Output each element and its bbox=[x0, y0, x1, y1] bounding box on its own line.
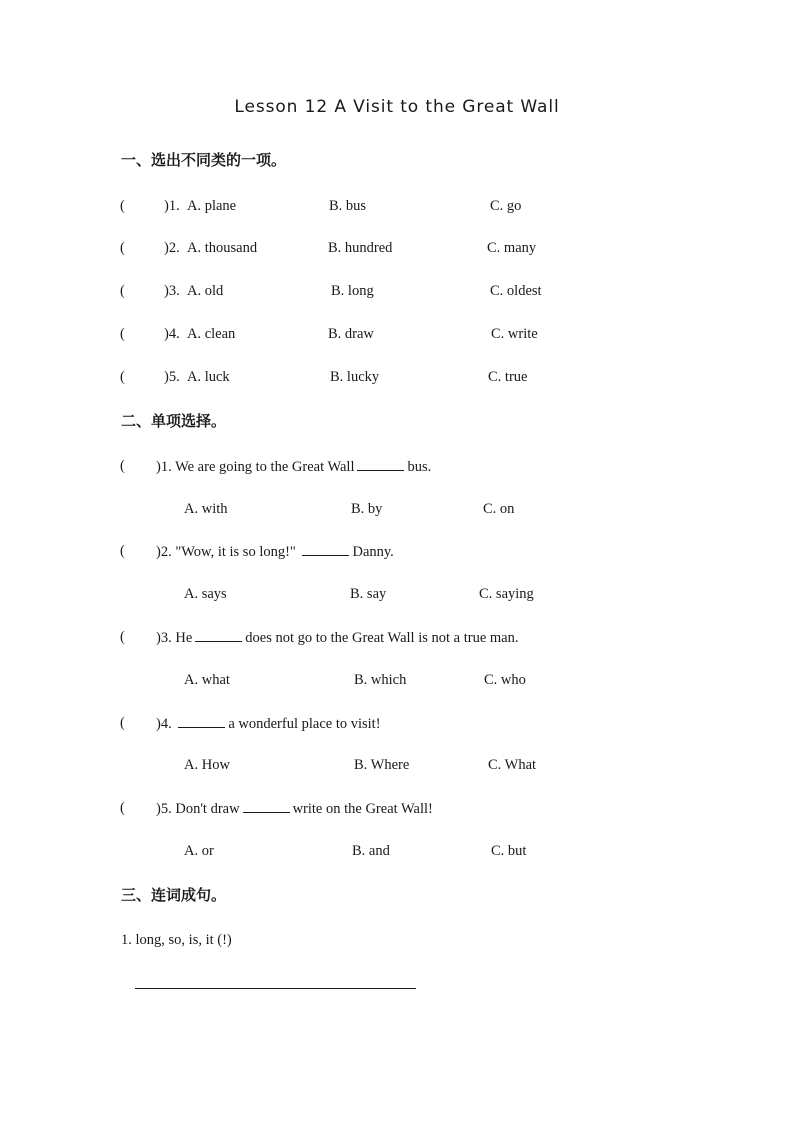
question-stem-end: does not go to the Great Wall is not a true man. bbox=[245, 630, 519, 646]
option-b: B. lucky bbox=[330, 369, 380, 385]
reorder-question-1: 1. long, so, is, it (!) bbox=[121, 932, 232, 948]
fill-blank bbox=[357, 457, 404, 471]
option-b: B. hundred bbox=[328, 240, 393, 256]
option-b: B. long bbox=[331, 283, 374, 299]
fill-blank bbox=[243, 799, 290, 813]
option-b: B. draw bbox=[328, 326, 374, 342]
fill-blank bbox=[195, 628, 242, 642]
answer-paren: ( bbox=[120, 800, 125, 816]
question-stem-end: bus. bbox=[407, 459, 432, 475]
option-c: C. on bbox=[483, 501, 515, 517]
question-number: )2. bbox=[156, 544, 172, 560]
answer-paren: ( bbox=[120, 629, 125, 645]
question-stem-start: "Wow, it is so long!" bbox=[175, 544, 296, 560]
option-a: A. or bbox=[184, 843, 214, 859]
option-c: C. many bbox=[487, 240, 537, 256]
fill-blank bbox=[178, 714, 225, 728]
section-1-heading: 一、选出不同类的一项。 bbox=[121, 151, 287, 169]
option-c: C. oldest bbox=[490, 283, 542, 299]
answer-line bbox=[135, 988, 416, 989]
question-stem-start: We are going to the Great Wall bbox=[175, 459, 355, 475]
question-number: )1. bbox=[164, 198, 180, 214]
option-c: C. saying bbox=[479, 586, 534, 602]
option-b: B. which bbox=[354, 672, 407, 688]
option-b: B. say bbox=[350, 586, 387, 602]
option-c: C. but bbox=[491, 843, 527, 859]
question-stem-end: write on the Great Wall! bbox=[292, 801, 433, 817]
option-c: C. go bbox=[490, 198, 522, 214]
option-b: B. by bbox=[351, 501, 383, 517]
option-a: A. plane bbox=[187, 198, 237, 214]
page-title: Lesson 12 A Visit to the Great Wall bbox=[234, 97, 560, 117]
fill-blank bbox=[302, 542, 349, 556]
question-text bbox=[156, 628, 518, 647]
answer-paren: ( bbox=[120, 198, 125, 214]
question-number: )5. bbox=[164, 369, 180, 385]
option-a: A. with bbox=[184, 501, 228, 517]
question-stem-end: Danny. bbox=[352, 544, 394, 560]
option-a: A. How bbox=[184, 757, 230, 773]
option-b: B. and bbox=[352, 843, 390, 859]
answer-paren: ( bbox=[120, 369, 125, 385]
question-number: )1. bbox=[156, 459, 172, 475]
question-text bbox=[156, 799, 433, 818]
question-text bbox=[156, 457, 431, 476]
question-number: )2. bbox=[164, 240, 180, 256]
section-2-heading: 二、单项选择。 bbox=[121, 412, 227, 430]
option-c: C. who bbox=[484, 672, 526, 688]
answer-paren: ( bbox=[120, 326, 125, 342]
option-a: A. what bbox=[184, 672, 230, 688]
question-stem-end: a wonderful place to visit! bbox=[228, 716, 381, 732]
option-c: C. What bbox=[488, 757, 537, 773]
question-stem-start: Don't draw bbox=[175, 801, 240, 817]
option-b: B. Where bbox=[354, 757, 410, 773]
question-number: )4. bbox=[156, 716, 172, 732]
answer-paren: ( bbox=[120, 715, 125, 731]
section-3-heading: 三、连词成句。 bbox=[121, 886, 227, 904]
option-a: A. old bbox=[187, 283, 224, 299]
question-stem-start: He bbox=[175, 630, 193, 646]
question-number: )3. bbox=[156, 630, 172, 646]
question-text bbox=[156, 542, 394, 561]
option-b: B. bus bbox=[329, 198, 367, 214]
answer-paren: ( bbox=[120, 283, 125, 299]
answer-paren: ( bbox=[120, 240, 125, 256]
option-a: A. luck bbox=[187, 369, 230, 385]
answer-paren: ( bbox=[120, 543, 125, 559]
option-a: A. thousand bbox=[187, 240, 258, 256]
question-text bbox=[156, 714, 381, 733]
question-number: )4. bbox=[164, 326, 180, 342]
option-a: A. clean bbox=[187, 326, 236, 342]
option-a: A. says bbox=[184, 586, 227, 602]
answer-paren: ( bbox=[120, 458, 125, 474]
question-number: )3. bbox=[164, 283, 180, 299]
option-c: C. true bbox=[488, 369, 528, 385]
option-c: C. write bbox=[491, 326, 538, 342]
question-number: )5. bbox=[156, 801, 172, 817]
